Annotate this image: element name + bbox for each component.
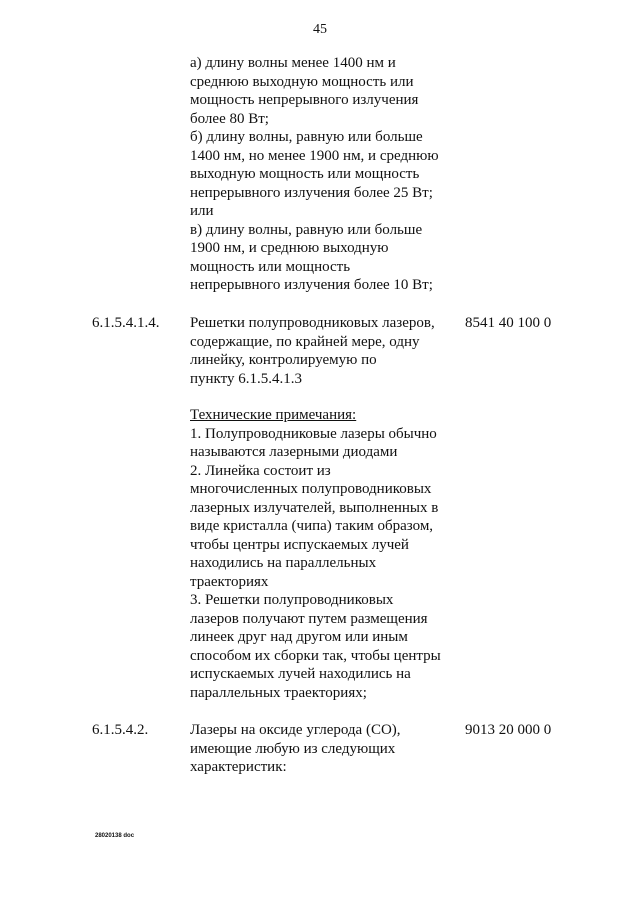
text-line: лазерных излучателей, выполненных в xyxy=(190,499,439,516)
notes-heading: Технические примечания: xyxy=(190,407,357,423)
footer-filename: 28020138 doc xyxy=(95,833,135,839)
text-line: 1400 нм, но менее 1900 нм, и среднюю xyxy=(190,147,439,164)
text-line: среднюю выходную мощность или xyxy=(190,73,414,90)
text-line: или xyxy=(190,203,214,219)
text-line: мощность или мощность xyxy=(190,258,351,275)
text-line: непрерывного излучения более 10 Вт; xyxy=(190,277,433,293)
text-line: лазеров получают путем размещения xyxy=(190,610,428,627)
text-line: линейку, контролируемую по xyxy=(190,352,377,368)
text-line: называются лазерными диодами xyxy=(190,444,398,460)
text-line: испускаемых лучей находились на xyxy=(190,666,411,682)
entry-code: 9013 20 000 0 xyxy=(465,722,552,738)
text-line: характеристик: xyxy=(190,759,287,775)
text-line: траекториях xyxy=(190,573,269,590)
text-line: 3. Решетки полупроводниковых xyxy=(190,592,394,608)
text-line: находились на параллельных xyxy=(190,555,377,571)
text-line: многочисленных полупроводниковых xyxy=(190,481,432,497)
text-line: параллельных траекториях; xyxy=(190,684,367,701)
text-line: а) длину волны менее 1400 нм и xyxy=(190,55,396,71)
text-line: более 80 Вт; xyxy=(190,110,269,127)
text-line: пункту 6.1.5.4.1.3 xyxy=(190,370,303,387)
text-line: в) длину волны, равную или больше xyxy=(190,221,423,238)
text-line: непрерывного излучения более 25 Вт; xyxy=(190,184,433,201)
text-line: 1. Полупроводниковые лазеры обычно xyxy=(190,425,437,442)
page-number: 45 xyxy=(313,22,327,37)
text-line: имеющие любую из следующих xyxy=(190,740,396,757)
text-line: мощность непрерывного излучения xyxy=(190,92,419,108)
text-line: способом их сборки так, чтобы центры xyxy=(190,647,441,664)
text-line: чтобы центры испускаемых лучей xyxy=(190,536,409,553)
text-line: 1900 нм, и среднюю выходную xyxy=(190,240,389,256)
text-line: б) длину волны, равную или больше xyxy=(190,129,423,145)
entry-code: 8541 40 100 0 xyxy=(465,315,552,331)
text-line: 2. Линейка состоит из xyxy=(190,462,331,479)
text-line: виде кристалла (чипа) таким образом, xyxy=(190,518,434,534)
entry-number: 6.1.5.4.1.4. xyxy=(92,315,160,331)
text-line: линеек друг над другом или иным xyxy=(190,629,408,645)
text-line: выходную мощность или мощность xyxy=(190,166,420,182)
text-line: Решетки полупроводниковых лазеров, xyxy=(190,315,435,331)
text-line: Лазеры на оксиде углерода (CO), xyxy=(190,722,401,738)
text-line: содержащие, по крайней мере, одну xyxy=(190,333,420,350)
entry-number: 6.1.5.4.2. xyxy=(92,722,149,738)
